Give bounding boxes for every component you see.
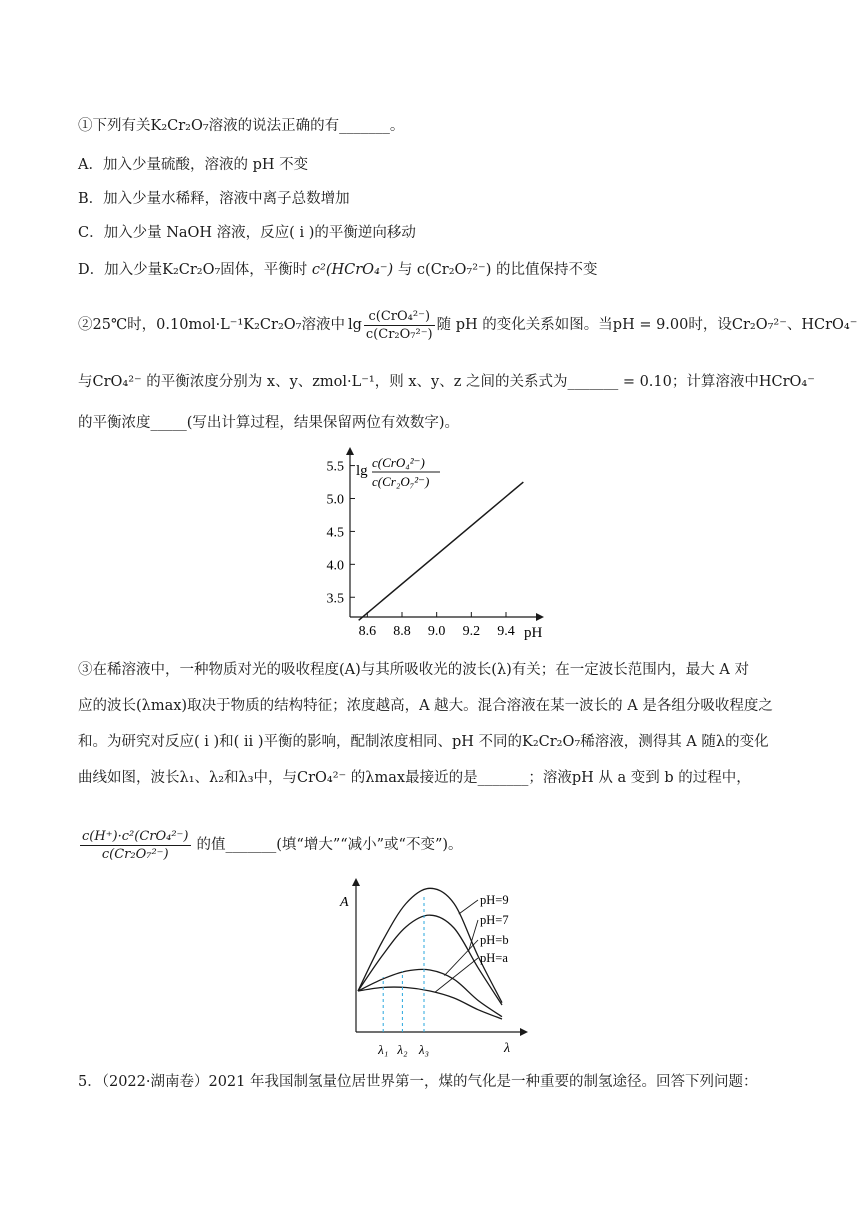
q1-stem: ①下列有关K₂Cr₂O₇溶液的说法正确的有_______。 [78,118,405,134]
a-axis-arrow [352,878,360,886]
q2-line1 [78,302,857,348]
chart1-series-line [359,482,524,620]
chart1-ylabel-prefix: lg [356,463,368,479]
q3-line2: 应的波长(λmax)取决于物质的结构特征；浓度越高，A 越大。混合溶液在某一波长的 A 是各组分吸收程度之 [78,698,773,714]
chart1-x-tick-label: 9.0 [427,624,446,639]
q3-fraction [80,828,191,863]
q2-fraction [364,308,435,343]
q3-line1: ③在稀溶液中，一种物质对光的吸收程度(A)与其所吸收光的波长(λ)有关；在一定波长范围内，最大 A 对 [78,662,749,678]
chart2-series-label: pH=7 [480,913,509,927]
q2-fraction-numerator: c(CrO₄²⁻) [364,308,435,326]
y-axis-arrow [346,447,354,455]
q1-option-d [78,260,597,280]
chart1-x-tick-label: 8.8 [393,624,411,639]
chart1-y-tick-label: 4.5 [326,525,344,541]
q2-line1-pre: ②25℃时，0.10mol·L⁻¹K₂Cr₂O₇溶液中 [78,317,345,333]
chart2-series-curve [358,969,502,1016]
chart1-y-tick-label: 5.0 [326,492,344,508]
q1-option-b: B．加入少量水稀释，溶液中离子总数增加 [78,191,350,207]
q1-option-d-post: 的比值保持不变 [495,262,598,278]
chart2-series-label: pH=9 [480,893,509,907]
q2-fraction-denominator: c(Cr₂O₇²⁻) [365,326,433,342]
q1-option-a: A．加入少量硫酸，溶液的 pH 不变 [78,157,309,173]
chart2-series-label: pH=a [480,951,508,965]
q1-option-d-term2: c(Cr₂O₇²⁻) [416,262,492,278]
absorbance-vs-wavelength-chart [330,878,530,1060]
chart2-label-leader [459,900,478,914]
q3-fraction-denominator: c(Cr₂O₇²⁻) [101,846,169,862]
chart2-series-label: pH=b [480,933,509,947]
chart1-ylabel-denominator: c(Cr₂O₇²⁻) [372,474,430,489]
chart2-series-curve [358,987,502,1019]
chart1-ylabel-numerator: c(CrO₄²⁻) [372,455,425,470]
q2-line2: 与CrO₄²⁻ 的平衡浓度分别为 x、y、zmol·L⁻¹，则 x、y、z 之间的关系式为_______ = 0.10；计算溶液中HCrO₄⁻ [78,374,815,390]
q1-option-d-term1: c²(HCrO₄⁻) [311,262,394,278]
q2-line3: 的平衡浓度_____(写出计算过程，结果保留两位有效数字)。 [78,415,460,431]
q2-lg: lg [347,317,362,333]
q1-option-d-pre: D．加入少量K₂Cr₂O₇固体，平衡时 [78,262,308,278]
x-axis-arrow [536,613,544,621]
q3-line4: 曲线如图，波长λ₁、λ₂和λ₃中，与CrO₄²⁻ 的λmax最接近的是_______；溶液pH 从 a 变到 b 的过程中， [78,770,751,786]
chart1-y-tick-label: 5.5 [326,459,344,475]
chart1-y-tick-label: 3.5 [326,591,344,607]
q1-option-d-mid: 与 [397,262,413,278]
lg-ratio-vs-ph-chart [300,445,560,645]
chart1-x-tick-label: 8.6 [358,624,377,639]
q3-line3: 和。为研究对反应( ⅰ )和( ⅱ )平衡的影响，配制浓度相同、pH 不同的K₂Cr₂O₇稀溶液，测得其 A 随λ的变化 [78,734,769,750]
chart2-lambda-tick-label: λ₁ [378,1042,389,1057]
lambda-axis-arrow [520,1028,528,1036]
q5-text: 5．（2022·湖南卷）2021 年我国制氢量位居世界第一，煤的气化是一种重要的制氢途径。回答下列问题： [78,1074,758,1090]
chart1-y-tick-label: 4.0 [326,558,344,574]
q3-line5 [78,822,463,868]
chart2-ylabel: A [340,895,349,910]
chart2-lambda-tick-label: λ₃ [418,1042,430,1057]
chart1-xlabel: pH [524,625,543,641]
chart2-xlabel: λ [504,1041,511,1056]
chart1-x-tick-label: 9.4 [497,624,515,639]
q3-line5-post: 的值_______(填“增大”“减小”或“不变”)。 [196,837,463,853]
chart1-x-tick-label: 9.2 [462,624,481,639]
q2-line1-post: 随 pH 的变化关系如图。当pH = 9.00时，设Cr₂O₇²⁻、HCrO₄⁻ [436,317,858,333]
q1-option-c: C．加入少量 NaOH 溶液，反应( ⅰ )的平衡逆向移动 [78,225,416,241]
chart2-lambda-tick-label: λ₂ [397,1042,408,1057]
q3-fraction-numerator: c(H⁺)·c²(CrO₄²⁻) [82,828,189,844]
